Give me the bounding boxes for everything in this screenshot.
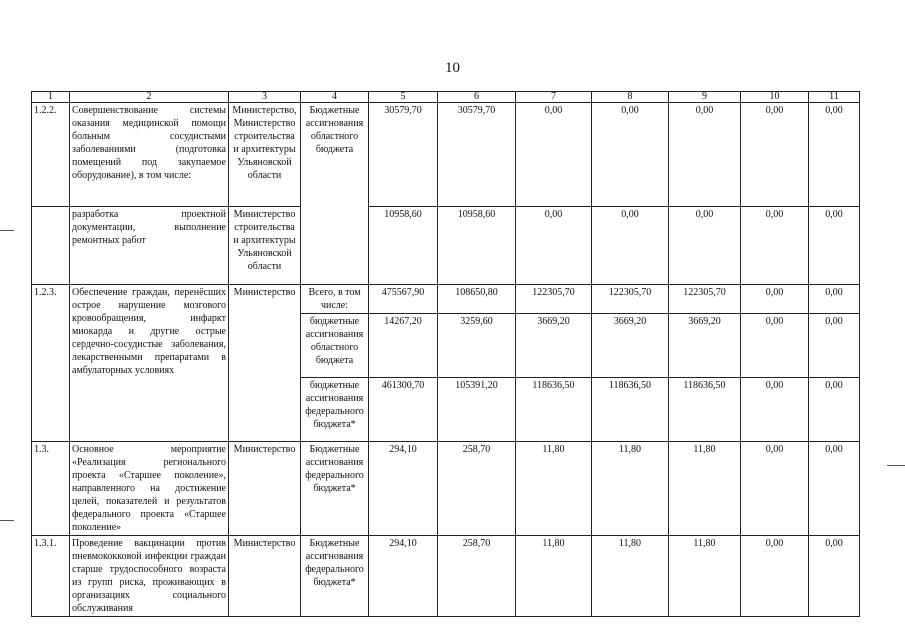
value-cell: 0,00 <box>741 285 809 314</box>
value-cell: 0,00 <box>741 536 809 617</box>
value-cell: 0,00 <box>809 285 860 314</box>
row-source: бюджетные ассигнования областного бюджета <box>301 314 369 378</box>
value-cell: 14267,20 <box>369 314 438 378</box>
value-cell: 10958,60 <box>369 207 438 285</box>
row-code: 1.3. <box>32 442 70 536</box>
value-cell: 0,00 <box>741 207 809 285</box>
page-number: 10 <box>445 60 460 76</box>
row-executor: Министерство <box>229 536 301 617</box>
header-cell: 9 <box>669 92 741 103</box>
row-name: Обеспечение граждан, перенёсших острое нарушение мозгового кровообращения, инфаркт миокарда и другие острые сердечно-сосудистые заболевания, лекарственными препаратами в амбулаторных условиях <box>70 285 229 442</box>
value-cell: 108650,80 <box>438 285 516 314</box>
value-cell: 0,00 <box>741 442 809 536</box>
value-cell: 118636,50 <box>669 378 741 442</box>
table-row <box>32 207 860 285</box>
header-cell: 3 <box>229 92 301 103</box>
row-source: Бюджетные ассигнования областного бюджета <box>301 103 369 285</box>
value-cell: 11,80 <box>516 442 592 536</box>
value-cell: 122305,70 <box>516 285 592 314</box>
header-cell: 6 <box>438 92 516 103</box>
header-cell: 11 <box>809 92 860 103</box>
row-code: 1.2.2. <box>32 103 70 207</box>
value-cell: 11,80 <box>592 536 669 617</box>
header-cell: 4 <box>301 92 369 103</box>
table-row <box>32 103 860 207</box>
value-cell: 11,80 <box>592 442 669 536</box>
row-executor: Министерство <box>229 442 301 536</box>
value-cell: 118636,50 <box>592 378 669 442</box>
value-cell: 0,00 <box>592 207 669 285</box>
value-cell: 3669,20 <box>592 314 669 378</box>
value-cell: 10958,60 <box>438 207 516 285</box>
table-row <box>32 285 860 314</box>
table-row <box>32 442 860 536</box>
header-row <box>32 92 860 103</box>
row-source: Бюджетные ассигнования федерального бюджета* <box>301 442 369 536</box>
value-cell: 11,80 <box>516 536 592 617</box>
value-cell: 105391,20 <box>438 378 516 442</box>
row-code: 1.2.3. <box>32 285 70 442</box>
header-cell: 2 <box>70 92 229 103</box>
row-code <box>32 207 70 285</box>
value-cell: 0,00 <box>669 207 741 285</box>
value-cell: 294,10 <box>369 536 438 617</box>
value-cell: 0,00 <box>741 314 809 378</box>
header-cell: 5 <box>369 92 438 103</box>
value-cell: 0,00 <box>809 207 860 285</box>
row-name: разработка проектной документации, выполнение ремонтных работ <box>70 207 229 285</box>
value-cell: 475567,90 <box>369 285 438 314</box>
value-cell: 30579,70 <box>438 103 516 207</box>
table-row <box>32 536 860 617</box>
value-cell: 11,80 <box>669 442 741 536</box>
row-executor: Министерство строительства и архитектуры Ульяновской области <box>229 207 301 285</box>
value-cell: 3669,20 <box>669 314 741 378</box>
row-source: бюджетные ассигнования федерального бюджета* <box>301 378 369 442</box>
value-cell: 0,00 <box>516 103 592 207</box>
value-cell: 0,00 <box>809 378 860 442</box>
header-cell: 7 <box>516 92 592 103</box>
value-cell: 0,00 <box>592 103 669 207</box>
value-cell: 258,70 <box>438 442 516 536</box>
value-cell: 0,00 <box>741 378 809 442</box>
value-cell: 3669,20 <box>516 314 592 378</box>
margin-mark <box>0 230 14 231</box>
value-cell: 0,00 <box>809 103 860 207</box>
header-cell: 1 <box>32 92 70 103</box>
value-cell: 30579,70 <box>369 103 438 207</box>
row-executor: Министерство, Министерство строительства и архитектуры Ульяновской области <box>229 103 301 207</box>
value-cell: 0,00 <box>516 207 592 285</box>
value-cell: 0,00 <box>669 103 741 207</box>
value-cell: 461300,70 <box>369 378 438 442</box>
value-cell: 122305,70 <box>592 285 669 314</box>
value-cell: 258,70 <box>438 536 516 617</box>
row-executor: Министерство <box>229 285 301 442</box>
row-name: Совершенствование системы оказания медицинской помощи больным сосудистыми заболеваниями (подготовка помещений под закупаемое оборудование), в том числе: <box>70 103 229 207</box>
value-cell: 294,10 <box>369 442 438 536</box>
margin-mark <box>887 465 905 466</box>
margin-mark <box>0 520 14 521</box>
header-cell: 10 <box>741 92 809 103</box>
value-cell: 0,00 <box>809 536 860 617</box>
row-source: Всего, в том числе: <box>301 285 369 314</box>
value-cell: 122305,70 <box>669 285 741 314</box>
row-code: 1.3.1. <box>32 536 70 617</box>
row-name: Основное мероприятие «Реализация регионального проекта «Старшее поколение», направленного на достижение целей, показателей и результатов федерального проекта «Старшее поколение» <box>70 442 229 536</box>
row-source: Бюджетные ассигнования федерального бюджета* <box>301 536 369 617</box>
header-cell: 8 <box>592 92 669 103</box>
value-cell: 0,00 <box>809 314 860 378</box>
value-cell: 118636,50 <box>516 378 592 442</box>
value-cell: 0,00 <box>809 442 860 536</box>
budget-table <box>31 91 860 617</box>
value-cell: 0,00 <box>741 103 809 207</box>
value-cell: 3259,60 <box>438 314 516 378</box>
row-name: Проведение вакцинации против пневмококковой инфекции граждан старше трудоспособного возраста из групп риска, проживающих в организациях социального обслуживания <box>70 536 229 617</box>
value-cell: 11,80 <box>669 536 741 617</box>
